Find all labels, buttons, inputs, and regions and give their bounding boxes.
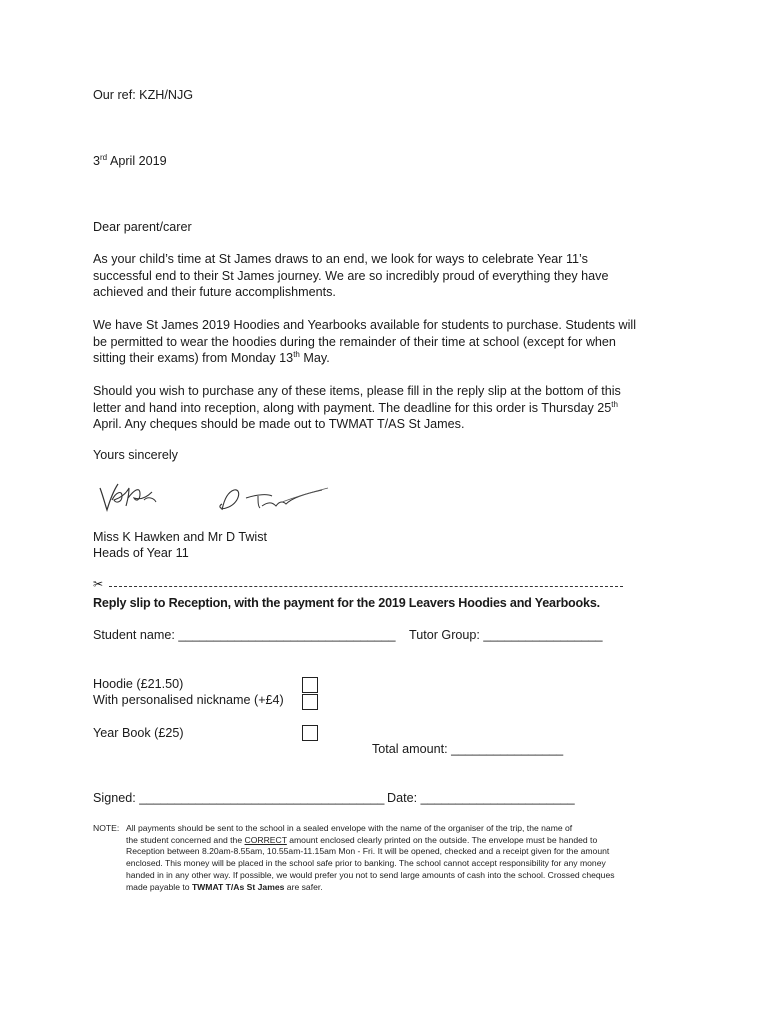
closing: Yours sincerely [93,448,178,462]
paragraph-2-end: May. [299,351,330,365]
date-month-year: April 2019 [107,154,167,168]
signature-hawken [96,478,160,514]
paragraph-2-text: We have St James 2019 Hoodies and Yearbooks available for students to purchase. Students will be permitted to wear the hoodies during the remainder of their time at school (except for when sitting their exams) from Monday 13 [93,318,637,365]
letter-date [93,154,167,168]
signatory-role: Heads of Year 11 [93,546,189,560]
note-continuation [126,835,623,894]
paragraph-2-sup: th [293,349,300,359]
date-day: 3 [93,154,101,168]
cut-line [109,586,623,587]
note-first-line: All payments should be sent to the school in a sealed envelope with the name of the organiser of the trip, the name of [126,823,573,833]
signatories: Miss K Hawken and Mr D Twist [93,530,268,544]
nickname-label: With personalised nickname (+£4) [93,693,284,707]
signed-field[interactable]: Signed: ___________________________________ [93,791,385,805]
paragraph-3 [93,383,638,433]
note-text-a: the student concerned and the [126,834,245,845]
signature-twist [212,484,330,514]
nickname-checkbox[interactable] [302,694,318,710]
total-amount-field[interactable]: Total amount: ________________ [372,742,564,756]
scissors-icon: ✂ [93,577,104,591]
reference: Our ref: KZH/NJG [93,88,194,102]
paragraph-2 [93,317,638,367]
student-name-field[interactable]: Student name: _______________________________ [93,628,396,642]
slip-title: Reply slip to Reception, with the payment for the 2019 Leavers Hoodies and Yearbooks. [93,596,600,610]
note-text-b: amount enclosed clearly printed on the outside. The envelope must be handed to Reception between 8.20am-8.55am, 10.55am-11.15am Mon - Fri. It will be opened, checked and a receipt given for the amount enclosed. This money will be placed in the school safe prior to banking. The school cannot accept responsibility for any money handed in in any other way. If possible, we would prefer you not to send large amounts of cash into the school. Crossed cheques made payable to [126,834,615,892]
note-body [126,823,623,893]
note-correct: CORRECT [244,834,287,845]
date-suffix: rd [100,152,108,162]
hoodie-checkbox[interactable] [302,677,318,693]
paragraph-3-text: Should you wish to purchase any of these items, please fill in the reply slip at the bottom of this letter and hand into reception, along with payment. The deadline for this order is Thursday 25 [93,384,621,415]
yearbook-label: Year Book (£25) [93,726,184,740]
note-text-c: are safer. [284,881,323,892]
hoodie-label: Hoodie (£21.50) [93,677,184,691]
note-payee: TWMAT T/As St James [191,881,285,892]
salutation: Dear parent/carer [93,220,192,234]
paragraph-3-sup: th [611,399,618,409]
paragraph-3-end: April. Any cheques should be made out to TWMAT T/AS St James. [93,417,465,431]
tutor-group-field[interactable]: Tutor Group: _________________ [409,628,603,642]
note-label: NOTE: [93,823,120,833]
date-field[interactable]: Date: ______________________ [387,791,575,805]
paragraph-1: As your child’s time at St James draws to an end, we look for ways to celebrate Year 11’s successful end to their St James journey. We are so incredibly proud of everything they have achieved and their future accomplishments. [93,252,609,299]
yearbook-checkbox[interactable] [302,725,318,741]
